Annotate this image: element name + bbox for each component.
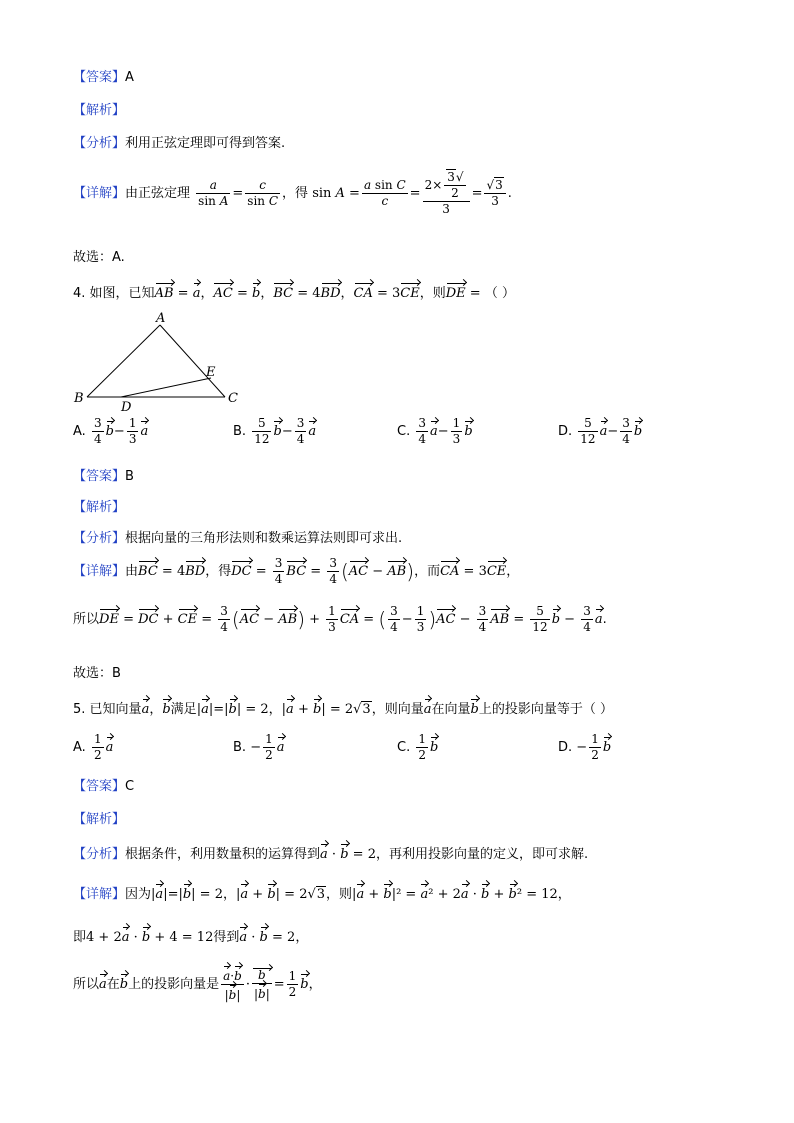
fenxi-tag: 【分析】 <box>73 847 126 862</box>
vertex-label-a: A <box>156 311 166 326</box>
option-letter: A. <box>73 424 86 439</box>
q3-choice-line <box>73 246 125 265</box>
q4-detail-end: ， <box>506 564 520 579</box>
q5-line3-mid: 上的投影向量是 <box>128 977 220 992</box>
option-letter: C. <box>397 424 411 439</box>
vertex-label-b: B <box>74 391 84 406</box>
q5-line3: 所以a在b上的投影向量是 $\frac{a\cdot b}{|b|}$ · $\frac{b}{|b|}$ = $\frac{1}{2}$ b， <box>73 967 322 1002</box>
fenxi-tag: 【分析】 <box>73 531 126 546</box>
q5-option-d[interactable]: D. − $\frac{1}{2}$ b <box>558 732 612 762</box>
q5-option-b[interactable]: B. − $\frac{1}{2}$ a <box>233 732 285 762</box>
fenxi-tag: 【分析】 <box>73 136 126 151</box>
q5-stem-then: ，则向量 <box>371 702 424 717</box>
q4-option-b[interactable]: B. $\frac{5}{12}$ b− $\frac{3}{4}$ a <box>233 416 317 446</box>
q4-stem-then: ，则 <box>419 286 446 301</box>
triangle-figure <box>70 310 240 415</box>
q3-answer-value: A <box>125 70 134 85</box>
option-letter: C. <box>397 740 411 755</box>
detail-tag: 【详解】 <box>73 186 126 201</box>
q3-detail-mid: ，得 <box>282 186 309 201</box>
q4-option-c[interactable]: C. $\frac{3}{4}$ a− $\frac{1}{3}$ b <box>397 416 473 446</box>
q5-detail-prefix: 因为 <box>125 887 152 902</box>
q5-detail-line: 【详解】因为|a|=|b| = 2，|a + b| = 2√3，则|a + b|² = a² + 2a · b + b² = 12， <box>73 883 571 902</box>
q3-frac-asinc: $\frac{\text{a sin C}}{c}$ <box>363 178 406 208</box>
q4-stem-paren: （ ） <box>484 286 515 301</box>
answer-tag: 【答案】 <box>73 469 126 484</box>
analysis-tag: 【解析】 <box>73 812 126 827</box>
q3-sine-law-left: $\frac{a}{\text{sin A}}$ <box>198 178 229 208</box>
q3-detail-line: 【详解】由正弦定理 $\frac{a}{\text{sin A}}$ = $\frac{c}{\text{sin C}}$ ，得 sin A = $\frac{\text{a sin C}}{c}$ = 2× $\frac{3√}{2}$ 3 = $\frac{√3}{3}$ . <box>73 170 512 216</box>
q4-detail-line: 【详解】由BC = 4BD，得DC = $\frac{3}{4}$ BC = $\frac{3}{4}$ (AC − AB)，而CA = 3CE， <box>73 556 520 586</box>
q4-choice-line <box>73 662 121 681</box>
q5-stem-on: 在向量 <box>431 702 471 717</box>
detail-tag: 【详解】 <box>73 564 126 579</box>
q5-stem-satisfy: 满足 <box>170 702 197 717</box>
q3-fenxi-line <box>73 132 285 151</box>
q5-detail-then: ，则 <box>326 887 353 902</box>
q4-fenxi-text: 根据向量的三角形法则和数乘运算法则即可求出. <box>125 531 403 546</box>
option-letter: B. <box>233 424 247 439</box>
q4-detail-and: ，而 <box>414 564 441 579</box>
q5-number: 5. <box>73 702 86 717</box>
q3-choice-value: A. <box>112 250 125 265</box>
segment-de <box>121 378 211 397</box>
q3-fenxi-text: 利用正弦定理即可得到答案. <box>125 136 286 151</box>
q5-fenxi-prefix: 根据条件，利用数量积的运算得到 <box>125 847 321 862</box>
option-letter: D. <box>558 424 573 439</box>
q3-detail-prefix: 由正弦定理 <box>125 186 191 201</box>
q4-choice-value: B <box>112 666 121 681</box>
q4-fenxi-line <box>73 527 402 546</box>
q5-analysis-heading <box>73 808 125 827</box>
q5-line2-prefix: 即 <box>73 930 87 945</box>
q5-fenxi-line: 【分析】根据条件，利用数量积的运算得到a · b = 2，再利用投影向量的定义，即可求解. <box>73 843 588 862</box>
option-letter: A. <box>73 740 86 755</box>
q3-frac-root3: 2× $\frac{3√}{2}$ 3 <box>423 170 470 217</box>
q4-detail-prefix: 由 <box>125 564 139 579</box>
q4-so-line: 所以DE = DC + CE = $\frac{3}{4}$ (AC − AB) + $\frac{1}{3}$ CA = ( $\frac{3}{4}$ − $\frac{1}{3}$ )AC − $\frac{3}{4}$ AB = $\frac{5}{12}$ b − $\frac{3}{4}$ a. <box>73 604 607 634</box>
q5-stem: 5. 已知向量a，b满足|a|=|b| = 2，|a + b| = 2√3，则向量a在向量b上的投影向量等于（ ） <box>73 698 613 717</box>
q3-frac-result: $\frac{√3}{3}$ <box>484 178 505 209</box>
q5-answer-value: C <box>125 779 135 794</box>
q4-so-prefix: 所以 <box>73 612 100 627</box>
side-ba <box>87 325 160 397</box>
q5-option-c[interactable]: C. $\frac{1}{2}$ b <box>397 732 439 762</box>
q5-line3-on: 在 <box>106 977 120 992</box>
q3-sine-law-right: $\frac{c}{\text{sin C}}$ <box>247 178 279 208</box>
q3-sinA-expr: sin A = <box>312 186 360 201</box>
q5-stem-prefix: 已知向量 <box>89 702 142 717</box>
q5-line2: 即4 + 2a · b + 4 = 12得到a · b = 2， <box>73 926 308 945</box>
detail-tag: 【详解】 <box>73 887 126 902</box>
q4-answer-line <box>73 465 134 484</box>
q4-option-a[interactable]: A. $\frac{3}{4}$ b− $\frac{1}{3}$ a <box>73 416 149 446</box>
q4-answer-value: B <box>125 469 134 484</box>
point-label-e: E <box>206 365 216 380</box>
vertex-label-c: C <box>228 391 238 406</box>
answer-tag: 【答案】 <box>73 70 126 85</box>
q4-analysis-heading <box>73 496 125 515</box>
analysis-tag: 【解析】 <box>73 500 126 515</box>
analysis-tag: 【解析】 <box>73 103 126 118</box>
q5-line3-prefix: 所以 <box>73 977 100 992</box>
q3-answer-line <box>73 66 134 85</box>
option-letter: B. <box>233 740 247 755</box>
option-letter: D. <box>558 740 573 755</box>
q5-line2-get: 得到 <box>213 930 240 945</box>
q5-fenxi-suffix: ，再利用投影向量的定义，即可求解. <box>375 847 589 862</box>
point-label-d: D <box>121 400 132 415</box>
choice-label: 故选： <box>73 250 113 265</box>
answer-tag: 【答案】 <box>73 779 126 794</box>
q4-option-d[interactable]: D. $\frac{5}{12}$ a− $\frac{3}{4}$ b <box>558 416 643 446</box>
q4-number: 4. <box>73 286 86 301</box>
q5-option-a[interactable]: A. $\frac{1}{2}$ a <box>73 732 114 762</box>
q5-stem-tail: 上的投影向量等于（ ） <box>478 702 613 717</box>
choice-label: 故选： <box>73 666 113 681</box>
q3-analysis-heading <box>73 99 125 118</box>
q4-detail-get: ，得 <box>205 564 232 579</box>
q5-answer-line <box>73 775 134 794</box>
q4-stem: 4. 如图，已知AB = a，AC = b，BC = 4BD，CA = 3CE，则DE = （ ） <box>73 282 515 301</box>
q4-stem-prefix: 如图，已知 <box>89 286 155 301</box>
